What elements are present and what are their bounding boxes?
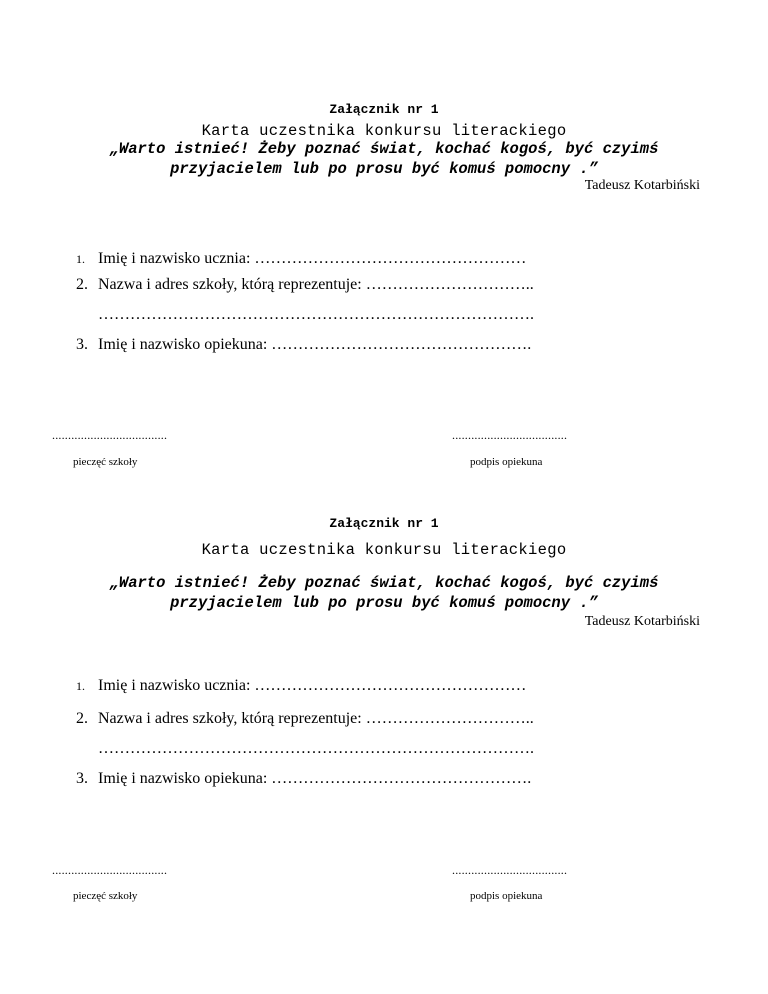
card-title: Karta uczestnika konkursu literackiego <box>201 541 567 559</box>
school-stamp-line[interactable]: .................................... <box>52 428 168 442</box>
motto-quote <box>0 573 768 613</box>
school-field-continuation[interactable]: ………………………………………………………………………. <box>98 740 534 757</box>
guardian-name-field[interactable] <box>76 770 531 788</box>
field-number: 2. <box>76 276 88 293</box>
student-name-field[interactable] <box>76 677 526 695</box>
quote-line-2: przyjacielem lub po prosu być komuś pomocny .” <box>170 594 598 612</box>
school-stamp-label: pieczęć szkoły <box>73 890 138 902</box>
quote-line-1: „Warto istnieć! Żeby poznać świat, kochać kogoś, być czyimś <box>109 140 659 158</box>
school-field[interactable] <box>76 710 534 728</box>
card-title: Karta uczestnika konkursu literackiego <box>201 122 567 140</box>
school-stamp-label: pieczęć szkoły <box>73 456 138 468</box>
field-label: Imię i nazwisko opiekuna: …………………………………………. <box>98 336 532 353</box>
school-field-continuation[interactable]: ………………………………………………………………………. <box>98 306 534 323</box>
quote-line-1: „Warto istnieć! Żeby poznać świat, kochać kogoś, być czyimś <box>109 574 659 592</box>
quote-line-2: przyjacielem lub po prosu być komuś pomocny .” <box>170 160 598 178</box>
field-label: Imię i nazwisko ucznia: …………………………………………… <box>98 250 527 267</box>
field-label: Nazwa i adres szkoły, którą reprezentuje: ………………………….. <box>98 710 534 727</box>
quote-author: Tadeusz Kotarbiński <box>584 614 700 629</box>
field-label: Imię i nazwisko opiekuna: …………………………………………. <box>98 770 532 787</box>
field-number: 1. <box>76 252 85 266</box>
guardian-signature-label: podpis opiekuna <box>470 456 543 468</box>
school-stamp-line[interactable]: .................................... <box>52 863 168 877</box>
guardian-signature-line[interactable]: .................................... <box>452 428 568 442</box>
guardian-signature-line[interactable]: .................................... <box>452 863 568 877</box>
field-label: Nazwa i adres szkoły, którą reprezentuje: ………………………….. <box>98 276 534 293</box>
attachment-header: Załącznik nr 1 <box>329 102 439 117</box>
field-number: 3. <box>76 336 88 353</box>
field-number: 1. <box>76 679 85 693</box>
guardian-signature-label: podpis opiekuna <box>470 890 543 902</box>
quote-author: Tadeusz Kotarbiński <box>584 178 700 193</box>
attachment-header: Załącznik nr 1 <box>329 516 439 531</box>
field-number: 3. <box>76 770 88 787</box>
field-number: 2. <box>76 710 88 727</box>
field-label: Imię i nazwisko ucznia: …………………………………………… <box>98 677 527 694</box>
